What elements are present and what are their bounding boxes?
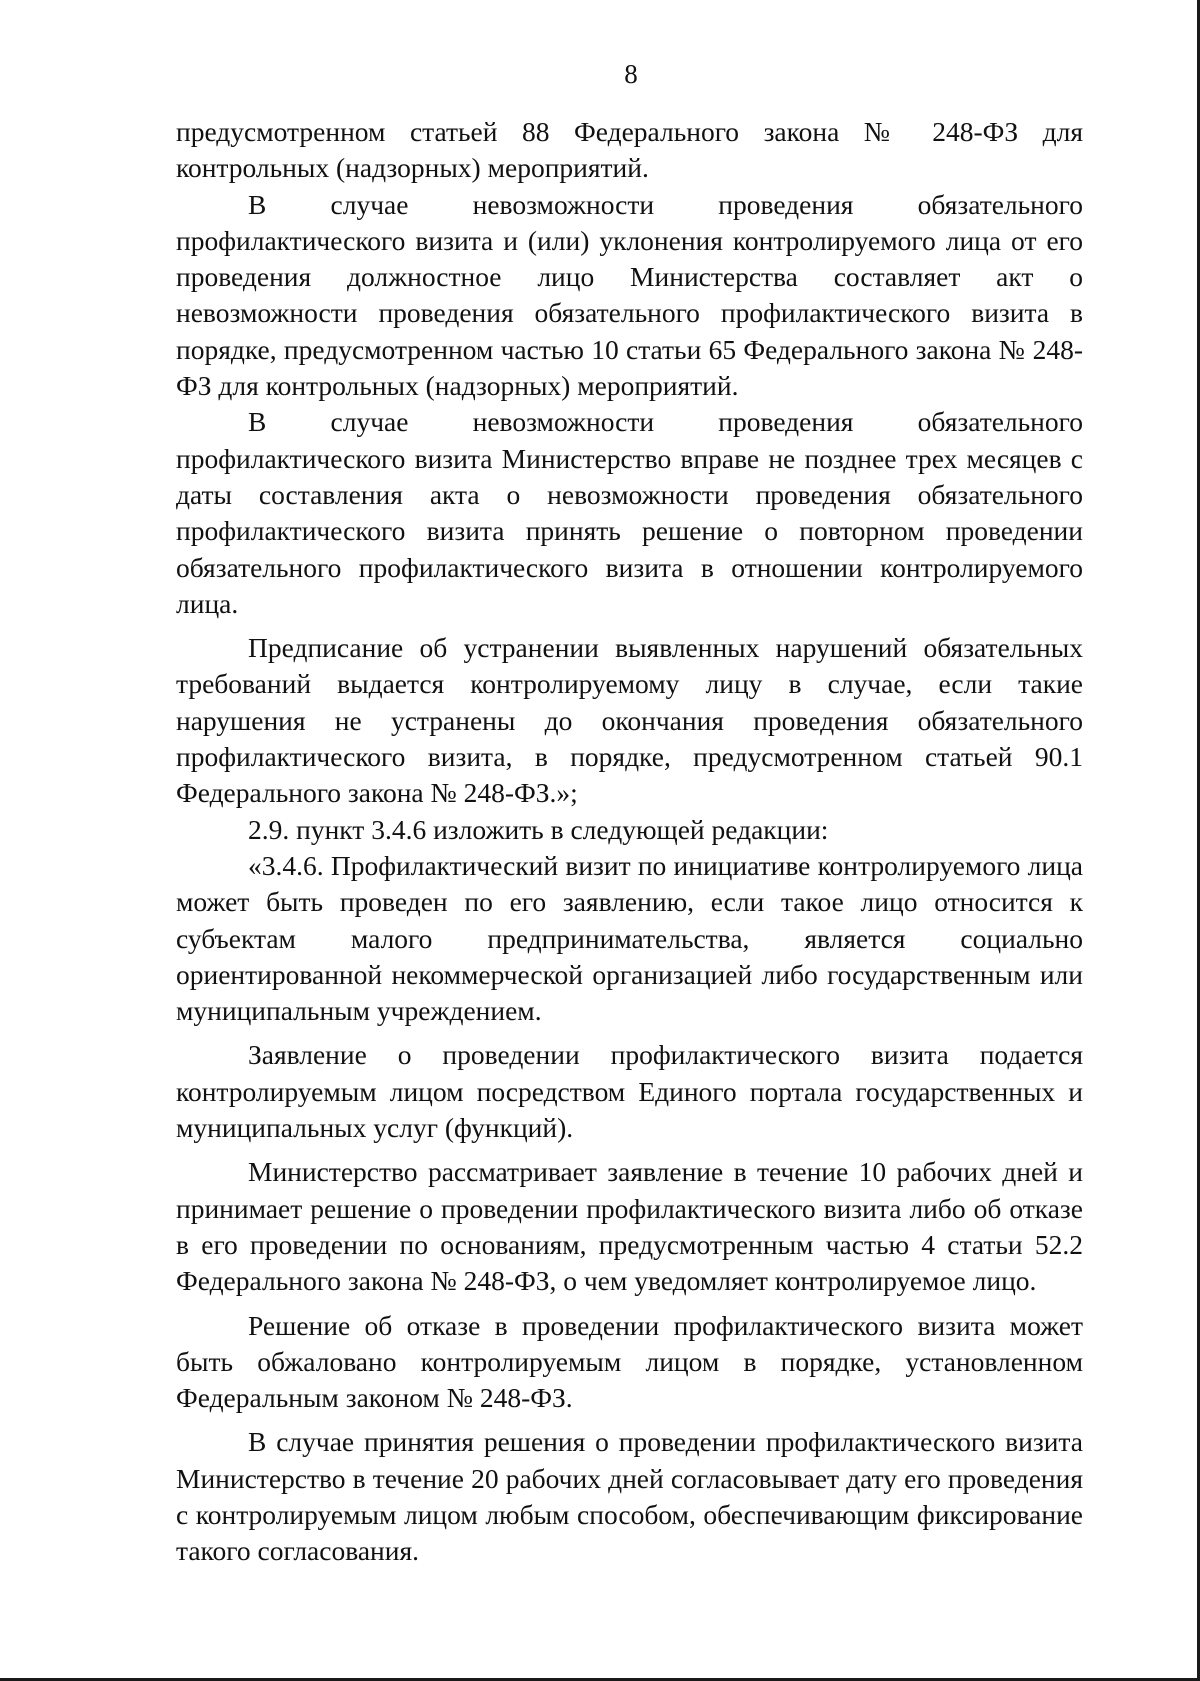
- paragraph-review-period: Министерство рассматривает заявление в течение 10 рабочих дней и принимает решение о проведении профилактического визита либо об отказе в его проведении по основаниям, предусмотренным частью 4 статьи 52.2 Федерального закона № 248-ФЗ, о чем уведомляет контролируемое лицо.: [176, 1156, 1083, 1297]
- paragraph-appeal: Решение об отказе в проведении профилактического визита может быть обжаловано контролируемым лицом в порядке, установленном Федеральным законом № 248-ФЗ.: [176, 1309, 1083, 1414]
- paragraph-clause-3-4-6: «3.4.6. Профилактический визит по инициативе контролируемого лица может быть проведен по его заявлению, если такое лицо относится к субъектам малого предпринимательства, является социально ориентированной некоммерческой организацией либо государственным или муниципальным учреждением.: [176, 849, 1083, 1027]
- paragraph-continuation: предусмотренном статьей 88 Федерального закона № 248-ФЗ для контрольных (надзорных) мероприятий.: [176, 116, 1083, 184]
- page-number: 8: [624, 59, 638, 89]
- paragraph-application: Заявление о проведении профилактического визита подается контролируемым лицом посредством Единого портала государственных и муниципальных услуг (функций).: [176, 1039, 1083, 1144]
- paragraph-amendment-2-9: 2.9. пункт 3.4.6 изложить в следующей редакции:: [248, 813, 829, 845]
- paragraph-prescription: Предписание об устранении выявленных нарушений обязательных требований выдается контролируемому лицу в случае, если такие нарушения не устранены до окончания проведения обязательного профилактического визита, в порядке, предусмотренном статьей 90.1 Федерального закона № 248-ФЗ.»;: [176, 632, 1083, 809]
- paragraph-repeat-visit: В случае невозможности проведения обязательного профилактического визита Министерство вправе не позднее трех месяцев с даты составления акта о невозможности проведения обязательного профилактического визита принять решение о повторном проведении обязательного профилактического визита в отношении контролируемого лица.: [176, 406, 1083, 619]
- paragraph-act-impossibility: В случае невозможности проведения обязательного профилактического визита и (или) уклонения контролируемого лица от его проведения должностное лицо Министерства составляет акт о невозможности проведения обязательного профилактического визита в порядке, предусмотренном частью 10 статьи 65 Федерального закона № 248-ФЗ для контрольных (надзорных) мероприятий.: [176, 188, 1083, 402]
- document-body: [176, 114, 1083, 1570]
- paragraph-scheduling: В случае принятия решения о проведении профилактического визита Министерство в течение 20 рабочих дней согласовывает дату его проведения с контролируемым лицом любым способом, обеспечивающим фиксирование такого согласования.: [176, 1426, 1083, 1567]
